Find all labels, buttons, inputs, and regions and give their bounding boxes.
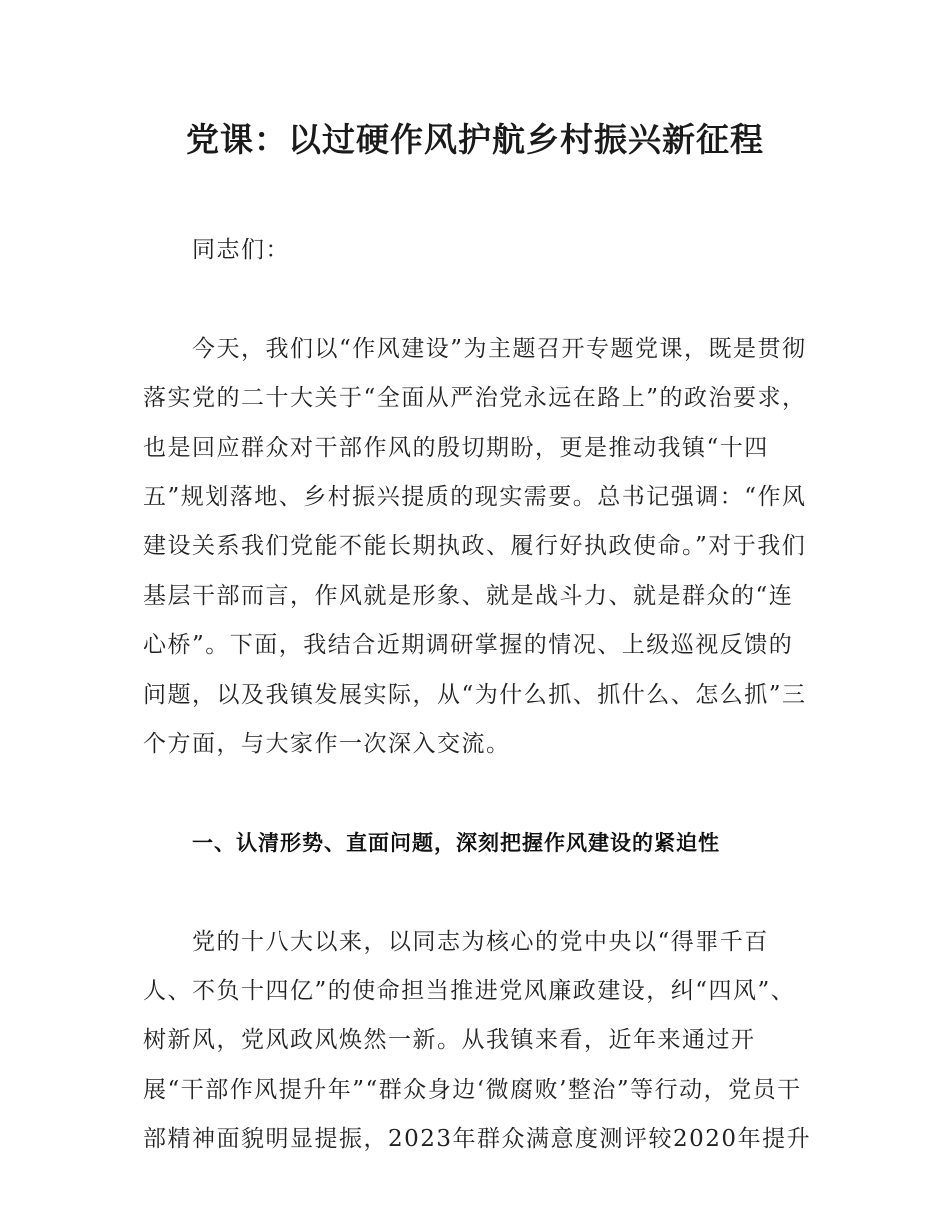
document-title: 党课：以过硬作风护航乡村振兴新征程 (186, 120, 764, 159)
intro-paragraph: 今天，我们以“作风建设”为主题召开专题党课，既是贯彻落实党的二十大关于“全面从严治党永远在路上”的政治要求，也是回应群众对干部作风的殷切期盼，更是推动我镇“十四五”规划落地、乡村振兴提质的现实需要。总书记强调：“作风建设关系我们党能不能长期执政、履行好执政使命。”对于我们基层干部而言，作风就是形象、就是战斗力、就是群众的“连心桥”。下面，我结合近期调研掌握的情况、上级巡视反馈的问题，以及我镇发展实际，从“为什么抓、抓什么、怎么抓”三个方面，与大家作一次深入交流。 (143, 335, 807, 758)
paragraph-spacer (143, 868, 813, 917)
section-heading: 一、认清形势、直面问题，深刻把握作风建设的紧迫性 (192, 830, 720, 855)
document-body (143, 226, 813, 1165)
paragraph-spacer (143, 275, 813, 324)
salutation: 同志们： (192, 237, 290, 263)
section-paragraph: 党的十八大以来，以同志为核心的党中央以“得罪千百人、不负十四亿”的使命担当推进党风廉政建设，纠“四风”、树新风，党风政风焕然一新。从我镇来看，近年来通过开展“干部作风提升年”“群众身边‘微腐败’整治”等行动，党员干部精神面貌明显提振，2023年群众满意度测评较2020年提升 (143, 928, 812, 1153)
paragraph-spacer (143, 769, 813, 818)
